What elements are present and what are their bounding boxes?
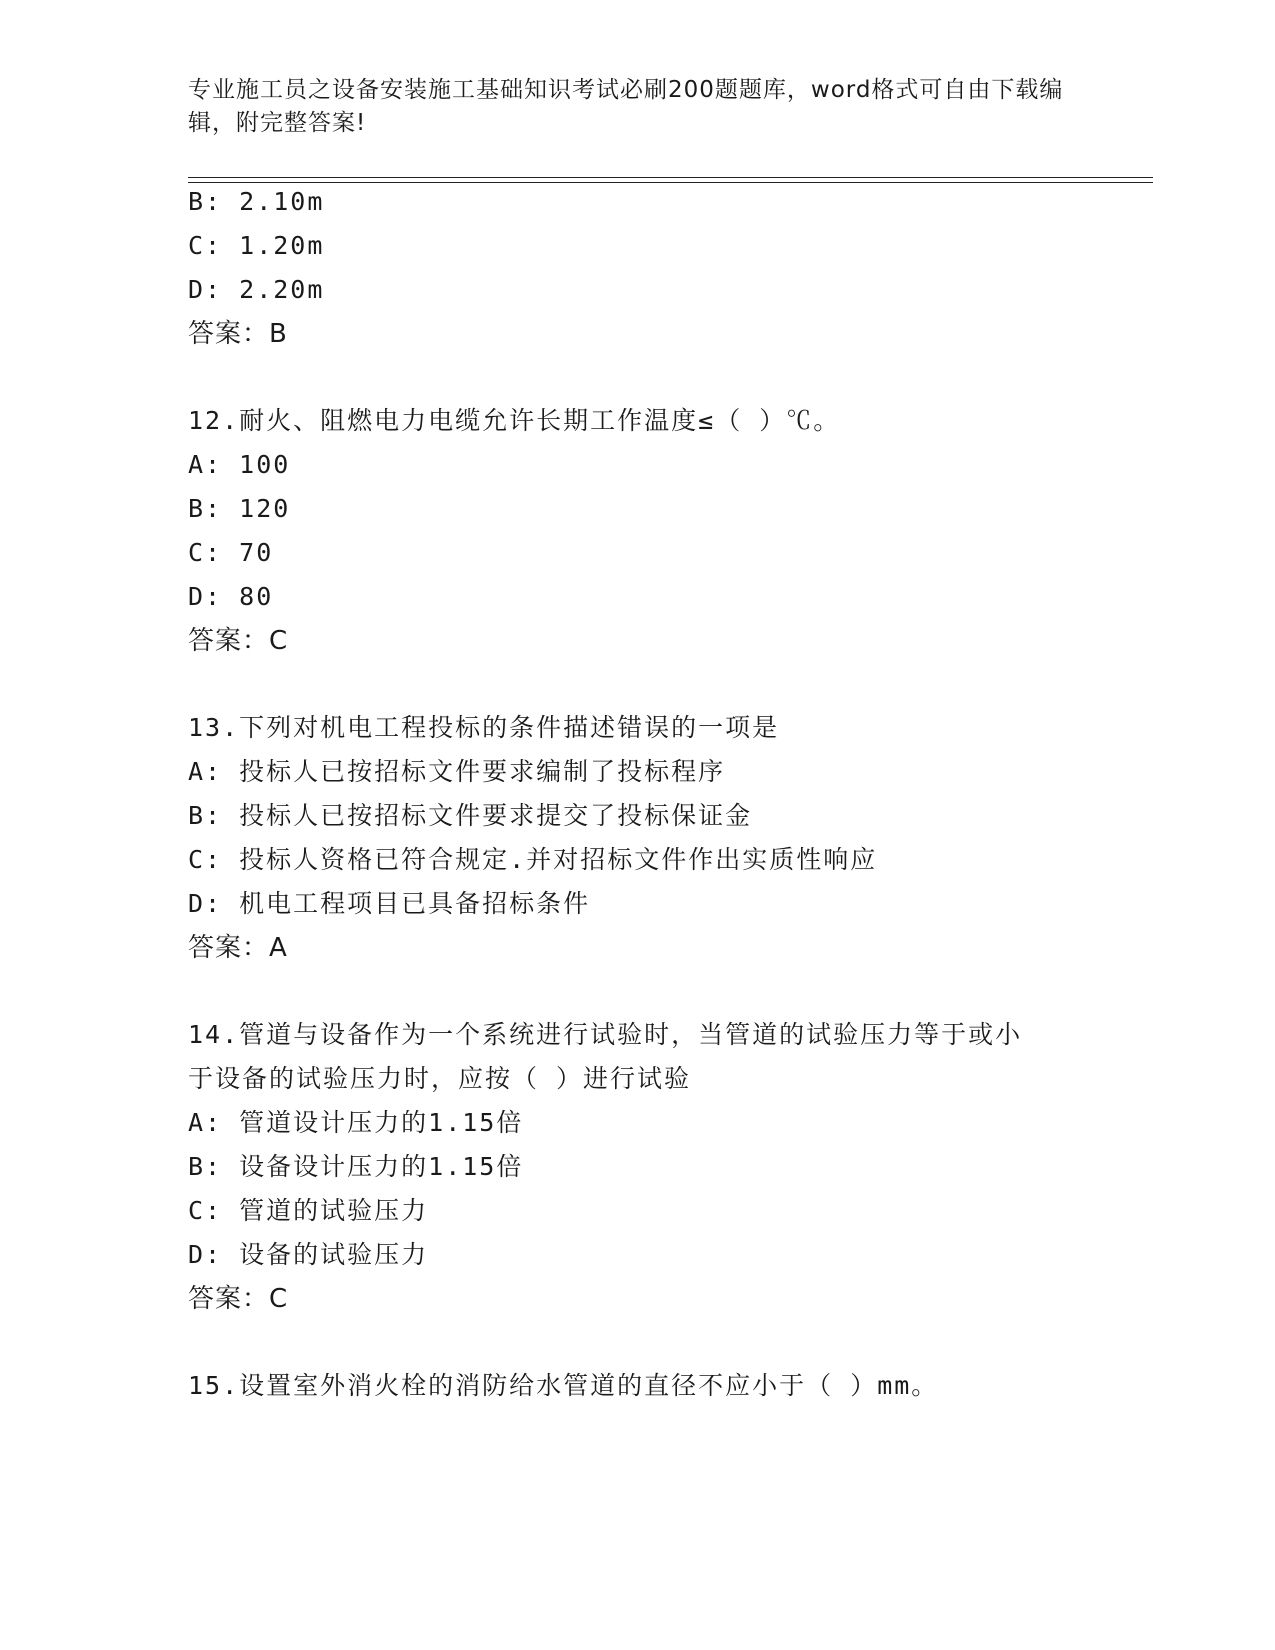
question-stem: 13.下列对机电工程投标的条件描述错误的一项是	[188, 713, 780, 742]
document-header: 专业施工员之设备安装施工基础知识考试必刷200题题库，word格式可自由下载编辑，附完整答案!	[188, 77, 1064, 136]
answer-line: 答案：B	[188, 319, 288, 349]
option-b: B: 设备设计压力的1.15倍	[188, 1152, 524, 1181]
option-c: C: 投标人资格已符合规定.并对招标文件作出实质性响应	[188, 845, 878, 874]
option-d: D: 2.20m	[188, 275, 325, 304]
option-b: B: 2.10m	[188, 187, 325, 216]
option-a: A: 管道设计压力的1.15倍	[188, 1108, 524, 1137]
question-stem: 14.管道与设备作为一个系统进行试验时，当管道的试验压力等于或小	[188, 1020, 1023, 1049]
answer-line: 答案：C	[188, 1284, 289, 1314]
option-c: C: 1.20m	[188, 231, 325, 260]
option-b: B: 投标人已按招标文件要求提交了投标保证金	[188, 801, 753, 830]
option-d: D: 机电工程项目已具备招标条件	[188, 889, 591, 918]
option-c: C: 管道的试验压力	[188, 1196, 429, 1225]
header-divider-bottom	[188, 182, 1153, 183]
answer-line: 答案：C	[188, 626, 289, 656]
option-b: B: 120	[188, 494, 291, 523]
question-stem: 15.设置室外消火栓的消防给水管道的直径不应小于（ ）mm。	[188, 1371, 939, 1400]
option-a: A: 100	[188, 450, 291, 479]
question-stem-continued: 于设备的试验压力时，应按（ ）进行试验	[188, 1064, 692, 1093]
option-d: D: 80	[188, 582, 274, 611]
question-stem: 12.耐火、阻燃电力电缆允许长期工作温度≤（ ）℃。	[188, 406, 841, 435]
answer-line: 答案：A	[188, 933, 288, 963]
header-divider-top	[188, 177, 1153, 178]
option-a: A: 投标人已按招标文件要求编制了投标程序	[188, 757, 726, 786]
option-d: D: 设备的试验压力	[188, 1240, 429, 1269]
option-c: C: 70	[188, 538, 274, 567]
